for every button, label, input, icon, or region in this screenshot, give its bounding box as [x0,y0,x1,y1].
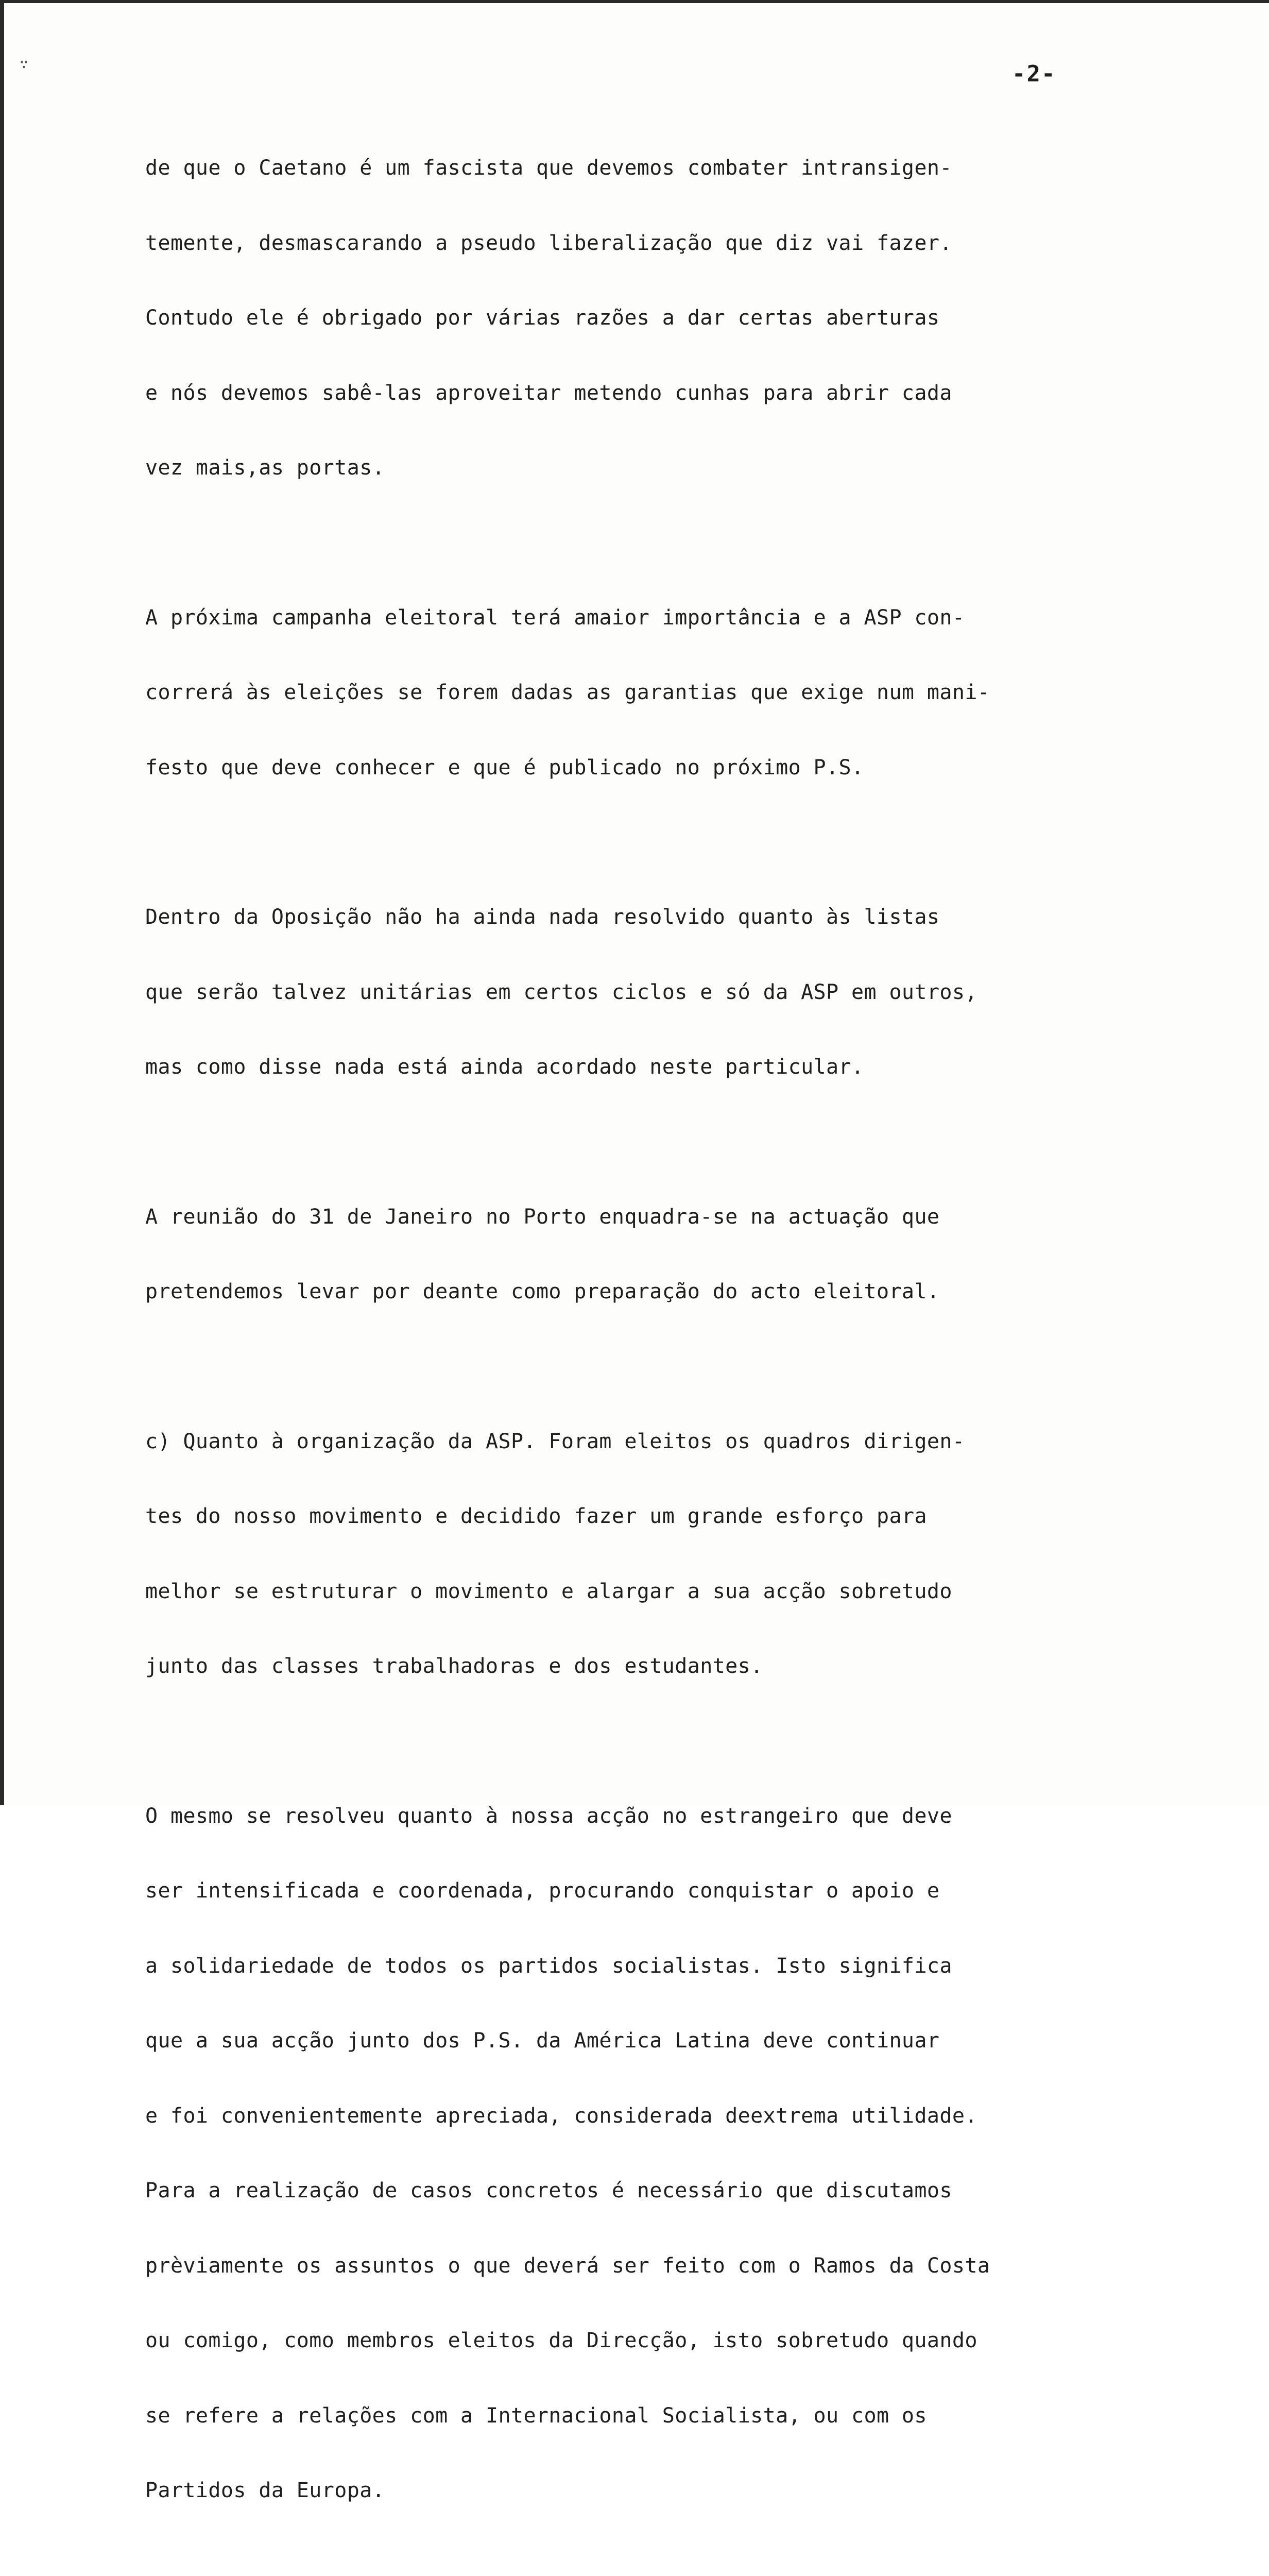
scan-edge-left [0,0,4,1805]
text-line: junto das classes trabalhadoras e dos estudantes. [145,1654,763,1678]
scan-edge-top [0,0,1269,3]
text-line: A reunião do 31 de Janeiro no Porto enquadra-se na actuação que [145,1205,940,1229]
margin-mark: ∵ [20,56,28,73]
text-line: melhor se estruturar o movimento e alargar a sua acção sobretudo [145,1579,952,1603]
text-line: mas como disse nada está ainda acordado neste particular. [145,1055,864,1079]
text-line: Contudo ele é obrigado por várias razões a dar certas aberturas [145,306,940,330]
page-number: -2- [1012,61,1056,87]
text-line: Para a realização de casos concretos é necessário que discutamos [145,2179,952,2202]
text-line: temente, desmascarando a pseudo liberalização que diz vai fazer. [145,231,952,255]
paragraph-campanha [145,555,1175,831]
text-line: de que o Caetano é um fascista que devemos combater intransigen- [145,156,952,180]
text-line: c) Quanto à organização da ASP. Foram eleitos os quadros dirigen- [145,1429,965,1453]
text-line: correrá às eleições se forem dadas as garantias que exige num mani- [145,681,990,704]
text-line: festo que deve conhecer e que é publicado no próximo P.S. [145,755,864,779]
letter-body [145,106,1175,2576]
text-line: se refere a relações com a Internacional Socialista, ou com os [145,2403,927,2428]
text-line: Dentro da Oposição não ha ainda nada resolvido quanto às listas [145,905,940,929]
paragraph-oposicao [145,855,1175,1130]
text-line: prèviamente os assuntos o que deverá ser feito com o Ramos da Costa [145,2253,990,2278]
text-line: a solidariedade de todos os partidos socialistas. Isto significa [145,1954,952,1978]
text-line: A próxima campanha eleitoral terá amaior importância e a ASP con- [145,605,965,630]
text-line: e foi convenientemente apreciada, considerada deextrema utilidade. [145,2104,978,2128]
text-line: tes do nosso movimento e decidido fazer um grande esforço para [145,1504,927,1528]
paragraph-reuniao [145,1155,1175,1354]
text-line: pretendemos levar por deante como preparação do acto eleitoral. [145,1280,940,1303]
text-line: ser intensificada e coordenada, procurando conquistar o apoio e [145,1879,940,1903]
paragraph-organizacao [145,1379,1175,1729]
text-line: que a sua acção junto dos P.S. da América Latina deve continuar [145,2029,940,2053]
text-line: vez mais,as portas. [145,456,385,480]
paragraph-caetano [145,106,1175,531]
paragraph-estrangeiro [145,1754,1175,2553]
text-line: ou comigo, como membros eleitos da Direcção, isto sobretudo quando [145,2329,978,2352]
text-line: e nós devemos sabê-las aproveitar metendo cunhas para abrir cada [145,381,952,405]
text-line: que serão talvez unitárias em certos ciclos e só da ASP em outros, [145,980,978,1004]
text-line: Partidos da Europa. [145,2479,385,2502]
text-line: O mesmo se resolveu quanto à nossa acção no estrangeiro que deve [145,1804,952,1828]
